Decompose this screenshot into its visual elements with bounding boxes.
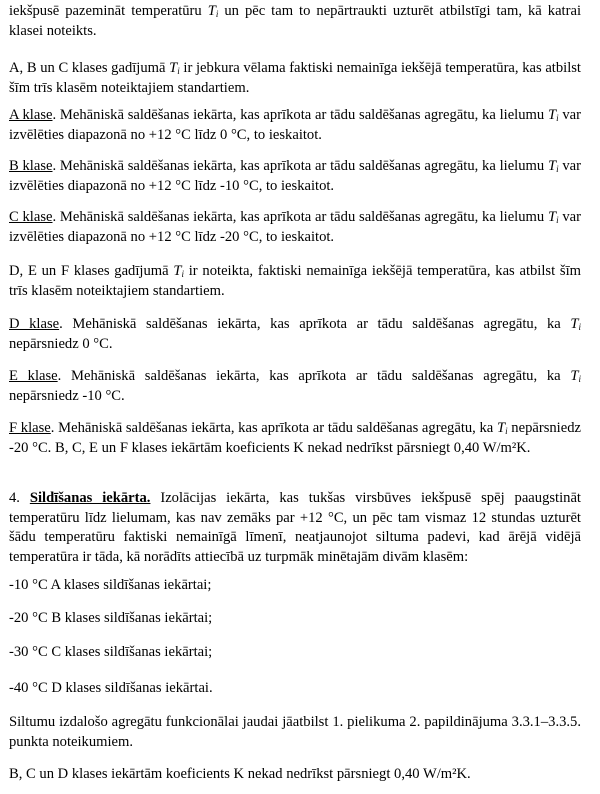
class-b-paragraph: B klase. Mehāniskā saldēšanas iekārta, kas aprīkota ar tādu saldēšanas agregātu, ka lielumu $T_i$ var izvēlēties diapazonā no +12 °C līdz -10 °C, to ieskaitot. xyxy=(9,158,581,194)
temperature-symbol: $T_i$ xyxy=(169,60,180,76)
section-4-paragraph: 4. Sildīšanas iekārta. Izolācijas iekārta, kas tukšas virsbūves iekšpusē spēj paaugstināt temperatūru līdz lielumam, kas nav zemāks par +12 °C, un pēc tam vismaz 12 stundas uzturēt šādu temperatūru faktiski nemainīgā līmenī, neatjaunojot siltuma padevi, kad ārējā vidējā temperatūra ir tāda, kā norādīts attiecībā uz turpmāk minētajām divām klasēm: xyxy=(9,490,581,565)
section-title: Sildīšanas iekārta. xyxy=(29,490,151,506)
intro-paragraph: iekšpusē pazemināt temperatūru $T_i$ un pēc tam to nepārtraukti uzturēt atbilstīgi tam, kā katrai klasei noteikts. xyxy=(9,3,581,39)
class-c-paragraph: C klase. Mehāniskā saldēšanas iekārta, kas aprīkota ar tādu saldēšanas agregātu, ka lielumu $T_i$ var izvēlēties diapazonā no +12 °C līdz -20 °C, to ieskaitot. xyxy=(9,209,581,245)
class-e-paragraph: E klase. Mehāniskā saldēšanas iekārta, kas aprīkota ar tādu saldēšanas agregātu, ka $T_i$ nepārsniedz -10 °C. xyxy=(9,368,581,404)
temperature-symbol: $T_i$ xyxy=(173,263,184,279)
class-c-label: C klase xyxy=(9,209,53,225)
abc-classes-paragraph: A, B un C klases gadījumā $T_i$ ir jebkura vēlama faktiski nemainīga iekšējā temperatūra, kas atbilst šīm trīs klasēm noteiktajiem standartiem. xyxy=(9,60,581,96)
class-d-paragraph: D klase. Mehāniskā saldēšanas iekārta, kas aprīkota ar tādu saldēšanas agregātu, ka $T_i$ nepārsniedz 0 °C. xyxy=(9,316,581,352)
temperature-symbol: $T_i$ xyxy=(547,107,559,123)
class-a-label: A klase xyxy=(9,107,53,123)
temperature-symbol: $T_i$ xyxy=(570,368,581,384)
class-f-paragraph: F klase. Mehāniskā saldēšanas iekārta, kas aprīkota ar tādu saldēšanas agregātu, ka $T_i$ nepārsniedz -20 °C. B, C, E un F klases iekārtām koeficients K nekad nedrīkst pārsniegt 0,40 W/m²K. xyxy=(9,420,581,456)
temperature-symbol: $T_i$ xyxy=(570,316,581,332)
class-f-label: F klase xyxy=(9,420,51,436)
class-a-paragraph: A klase. Mehāniskā saldēšanas iekārta, kas aprīkota ar tādu saldēšanas agregātu, ka lielumu $T_i$ var izvēlēties diapazonā no +12 °C līdz 0 °C, to ieskaitot. xyxy=(9,107,581,143)
heating-class-item: -10 °C A klases sildīšanas iekārtai; xyxy=(9,577,212,593)
heating-class-item: -30 °C C klases sildīšanas iekārtai; xyxy=(9,644,213,660)
def-classes-paragraph: D, E un F klases gadījumā $T_i$ ir noteikta, faktiski nemainīga iekšējā temperatūra, kas atbilst šīm trīs klasēm noteiktajiem standartiem. xyxy=(9,263,581,299)
heating-class-item: -40 °C D klases sildīšanas iekārtai. xyxy=(9,680,213,696)
class-d-label: D klase xyxy=(9,316,60,332)
class-b-label: B klase xyxy=(9,158,53,174)
temperature-symbol: $T_i$ xyxy=(547,209,559,225)
section-number: 4. xyxy=(9,490,30,506)
power-requirement-paragraph: Siltumu izdalošo agregātu funkcionālai jaudai jāatbilst 1. pielikuma 2. papildinājuma 3.3.1–3.3.5. punkta noteikumiem. xyxy=(9,714,581,750)
temperature-symbol: $T_i$ xyxy=(207,3,219,19)
k-coefficient-paragraph: B, C un D klases iekārtām koeficients K nekad nedrīkst pārsniegt 0,40 W/m²K. xyxy=(9,766,471,782)
temperature-symbol: $T_i$ xyxy=(496,420,508,436)
heating-class-item: -20 °C B klases sildīšanas iekārtai; xyxy=(9,610,213,626)
temperature-symbol: $T_i$ xyxy=(547,158,559,174)
class-e-label: E klase xyxy=(9,368,58,384)
